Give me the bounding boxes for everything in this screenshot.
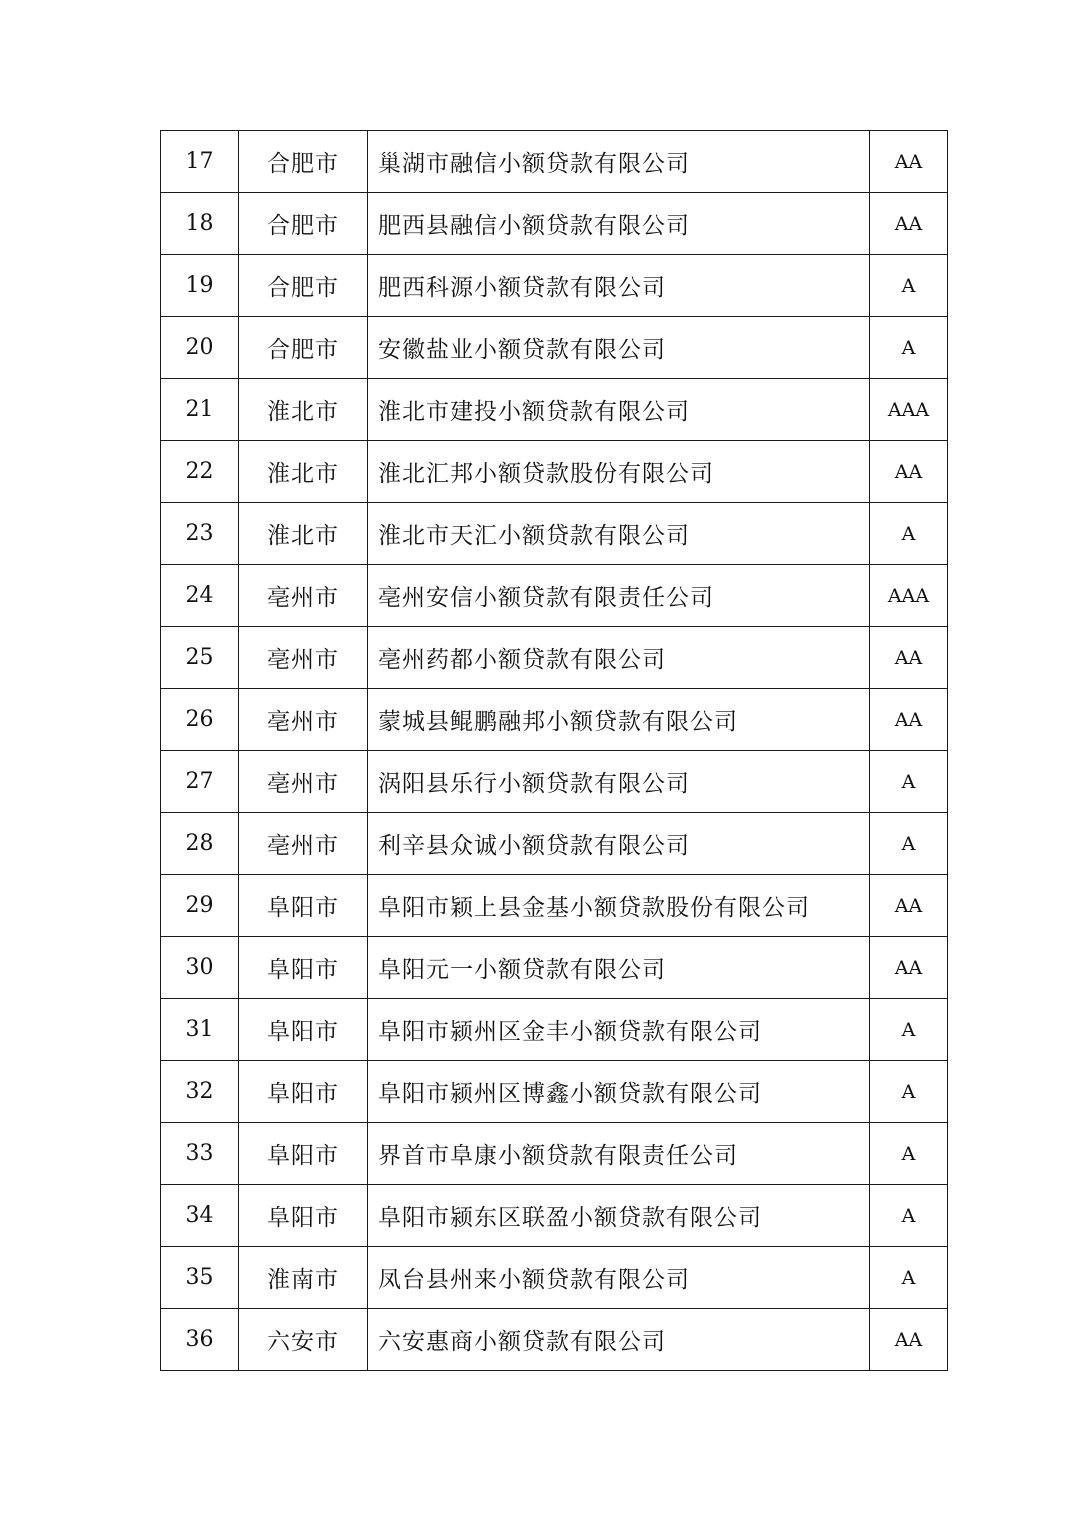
company-name-cell: 阜阳市颍东区联盈小额贷款有限公司 (368, 1185, 870, 1247)
company-name-cell: 阜阳元一小额贷款有限公司 (368, 937, 870, 999)
rating-cell: AAA (870, 379, 948, 441)
city-cell: 淮北市 (239, 379, 368, 441)
table-row (161, 1309, 948, 1371)
row-number-cell: 33 (161, 1123, 239, 1185)
row-number-cell: 27 (161, 751, 239, 813)
rating-cell: AA (870, 131, 948, 193)
row-number-cell: 36 (161, 1309, 239, 1371)
company-name-cell: 凤台县州来小额贷款有限公司 (368, 1247, 870, 1309)
row-number-cell: 34 (161, 1185, 239, 1247)
company-name-cell: 界首市阜康小额贷款有限责任公司 (368, 1123, 870, 1185)
table-row (161, 1185, 948, 1247)
row-number-cell: 22 (161, 441, 239, 503)
row-number-cell: 19 (161, 255, 239, 317)
city-cell: 淮北市 (239, 441, 368, 503)
row-number-cell: 24 (161, 565, 239, 627)
table-row (161, 441, 948, 503)
row-number-cell: 28 (161, 813, 239, 875)
table-row (161, 255, 948, 317)
rating-cell: A (870, 255, 948, 317)
table-row (161, 1061, 948, 1123)
city-cell: 亳州市 (239, 627, 368, 689)
company-name-cell: 阜阳市颍州区金丰小额贷款有限公司 (368, 999, 870, 1061)
rating-cell: AA (870, 441, 948, 503)
row-number-cell: 31 (161, 999, 239, 1061)
table-row (161, 875, 948, 937)
row-number-cell: 25 (161, 627, 239, 689)
city-cell: 亳州市 (239, 689, 368, 751)
rating-cell: A (870, 503, 948, 565)
company-name-cell: 涡阳县乐行小额贷款有限公司 (368, 751, 870, 813)
table-row (161, 627, 948, 689)
company-name-cell: 淮北汇邦小额贷款股份有限公司 (368, 441, 870, 503)
city-cell: 亳州市 (239, 751, 368, 813)
company-name-cell: 蒙城县鲲鹏融邦小额贷款有限公司 (368, 689, 870, 751)
row-number-cell: 20 (161, 317, 239, 379)
city-cell: 淮南市 (239, 1247, 368, 1309)
rating-cell: AA (870, 875, 948, 937)
company-name-cell: 巢湖市融信小额贷款有限公司 (368, 131, 870, 193)
rating-cell: A (870, 1123, 948, 1185)
company-name-cell: 阜阳市颍州区博鑫小额贷款有限公司 (368, 1061, 870, 1123)
city-cell: 合肥市 (239, 131, 368, 193)
document-table (160, 130, 936, 1371)
row-number-cell: 23 (161, 503, 239, 565)
company-name-cell: 亳州安信小额贷款有限责任公司 (368, 565, 870, 627)
rating-cell: AA (870, 1309, 948, 1371)
table-row (161, 565, 948, 627)
city-cell: 六安市 (239, 1309, 368, 1371)
table-row (161, 193, 948, 255)
rating-cell: A (870, 751, 948, 813)
table-row (161, 1247, 948, 1309)
company-name-cell: 亳州药都小额贷款有限公司 (368, 627, 870, 689)
city-cell: 合肥市 (239, 255, 368, 317)
rating-cell: A (870, 1247, 948, 1309)
rating-cell: AA (870, 689, 948, 751)
city-cell: 阜阳市 (239, 1061, 368, 1123)
row-number-cell: 18 (161, 193, 239, 255)
city-cell: 合肥市 (239, 317, 368, 379)
row-number-cell: 21 (161, 379, 239, 441)
rating-cell: A (870, 813, 948, 875)
row-number-cell: 35 (161, 1247, 239, 1309)
company-name-cell: 安徽盐业小额贷款有限公司 (368, 317, 870, 379)
table-row (161, 689, 948, 751)
city-cell: 阜阳市 (239, 1185, 368, 1247)
rating-cell: AA (870, 193, 948, 255)
row-number-cell: 17 (161, 131, 239, 193)
company-name-cell: 淮北市建投小额贷款有限公司 (368, 379, 870, 441)
company-name-cell: 淮北市天汇小额贷款有限公司 (368, 503, 870, 565)
row-number-cell: 30 (161, 937, 239, 999)
rating-cell: AA (870, 937, 948, 999)
company-name-cell: 利辛县众诚小额贷款有限公司 (368, 813, 870, 875)
table-row (161, 317, 948, 379)
table-row (161, 503, 948, 565)
table-row (161, 813, 948, 875)
city-cell: 亳州市 (239, 813, 368, 875)
rating-cell: A (870, 1185, 948, 1247)
rating-cell: A (870, 999, 948, 1061)
rating-cell: AA (870, 627, 948, 689)
row-number-cell: 32 (161, 1061, 239, 1123)
rating-cell: AAA (870, 565, 948, 627)
rating-cell: A (870, 317, 948, 379)
city-cell: 阜阳市 (239, 999, 368, 1061)
city-cell: 阜阳市 (239, 937, 368, 999)
company-name-cell: 阜阳市颖上县金基小额贷款股份有限公司 (368, 875, 870, 937)
table-row (161, 131, 948, 193)
company-name-cell: 肥西县融信小额贷款有限公司 (368, 193, 870, 255)
city-cell: 阜阳市 (239, 875, 368, 937)
city-cell: 亳州市 (239, 565, 368, 627)
table-row (161, 999, 948, 1061)
row-number-cell: 29 (161, 875, 239, 937)
table-row (161, 379, 948, 441)
row-number-cell: 26 (161, 689, 239, 751)
table-row (161, 1123, 948, 1185)
city-cell: 阜阳市 (239, 1123, 368, 1185)
city-cell: 淮北市 (239, 503, 368, 565)
rating-cell: A (870, 1061, 948, 1123)
city-cell: 合肥市 (239, 193, 368, 255)
table-body (161, 131, 948, 1371)
company-name-cell: 肥西科源小额贷款有限公司 (368, 255, 870, 317)
company-name-cell: 六安惠商小额贷款有限公司 (368, 1309, 870, 1371)
table-row (161, 937, 948, 999)
table-row (161, 751, 948, 813)
